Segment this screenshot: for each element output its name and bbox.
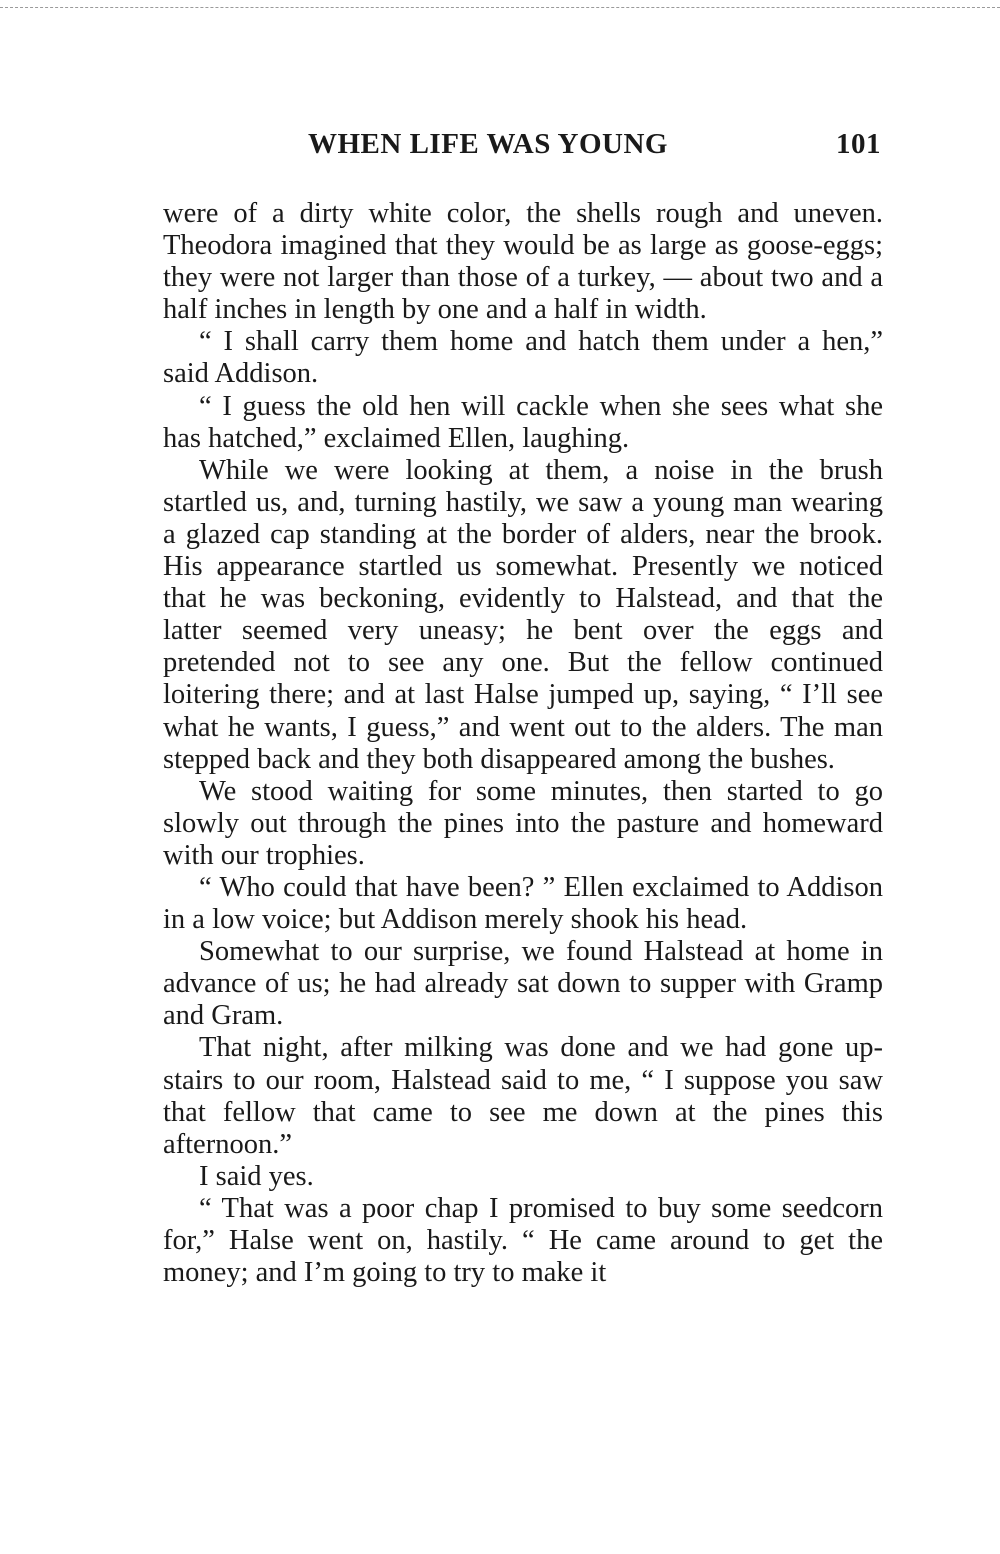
paragraph: were of a dirty white color, the shells rough and uneven. Theodora imagined that they would be as large as goose-eggs; they were not larger than those of a turkey, — about two and a half inches in length by one and a half in width. bbox=[163, 198, 883, 326]
scan-edge-line bbox=[0, 7, 1000, 8]
paragraph: “ I shall carry them home and hatch them under a hen,” said Addison. bbox=[163, 326, 883, 390]
paragraph: “ That was a poor chap I promised to buy some seedcorn for,” Halse went on, hastily. “ He came around to get the money; and I’m going to try to make it bbox=[163, 1192, 883, 1289]
paragraph: While we were looking at them, a noise in the brush startled us, and, turning hastily, we saw a young man wearing a glazed cap standing at the border of alders, near the brook. His appearance startled us somewhat. Presently we noticed that he was beckoning, evidently to Halstead, and that the latter seemed very uneasy; he bent over the eggs and pretended not to see any one. But the fellow continued loitering there; and at last Halse jumped up, saying, “ I’ll see what he wants, I guess,” and went out to the alders. The man stepped back and they both disappeared among the bushes. bbox=[163, 454, 883, 775]
paragraph: “ Who could that have been? ” Ellen exclaimed to Addison in a low voice; but Addison merely shook his head. bbox=[163, 871, 883, 936]
paragraph: We stood waiting for some minutes, then started to go slowly out through the pines into the pasture and homeward with our trophies. bbox=[163, 775, 883, 871]
paragraph: I said yes. bbox=[199, 1160, 314, 1192]
paragraph: “ I guess the old hen will cackle when she sees what she has hatched,” exclaimed Ellen, laughing. bbox=[163, 390, 883, 454]
paragraph: That night, after milking was done and we had gone up-stairs to our room, Halstead said to me, “ I suppose you saw that fellow that came to see me down at the pines this afternoon.” bbox=[163, 1032, 883, 1160]
body-text bbox=[163, 198, 883, 1289]
running-title: WHEN LIFE WAS YOUNG bbox=[308, 128, 668, 160]
paragraph: Somewhat to our surprise, we found Halstead at home in advance of us; he had already sat down to supper with Gramp and Gram. bbox=[163, 936, 883, 1032]
page-number: 101 bbox=[836, 128, 881, 160]
page-header bbox=[163, 128, 883, 168]
